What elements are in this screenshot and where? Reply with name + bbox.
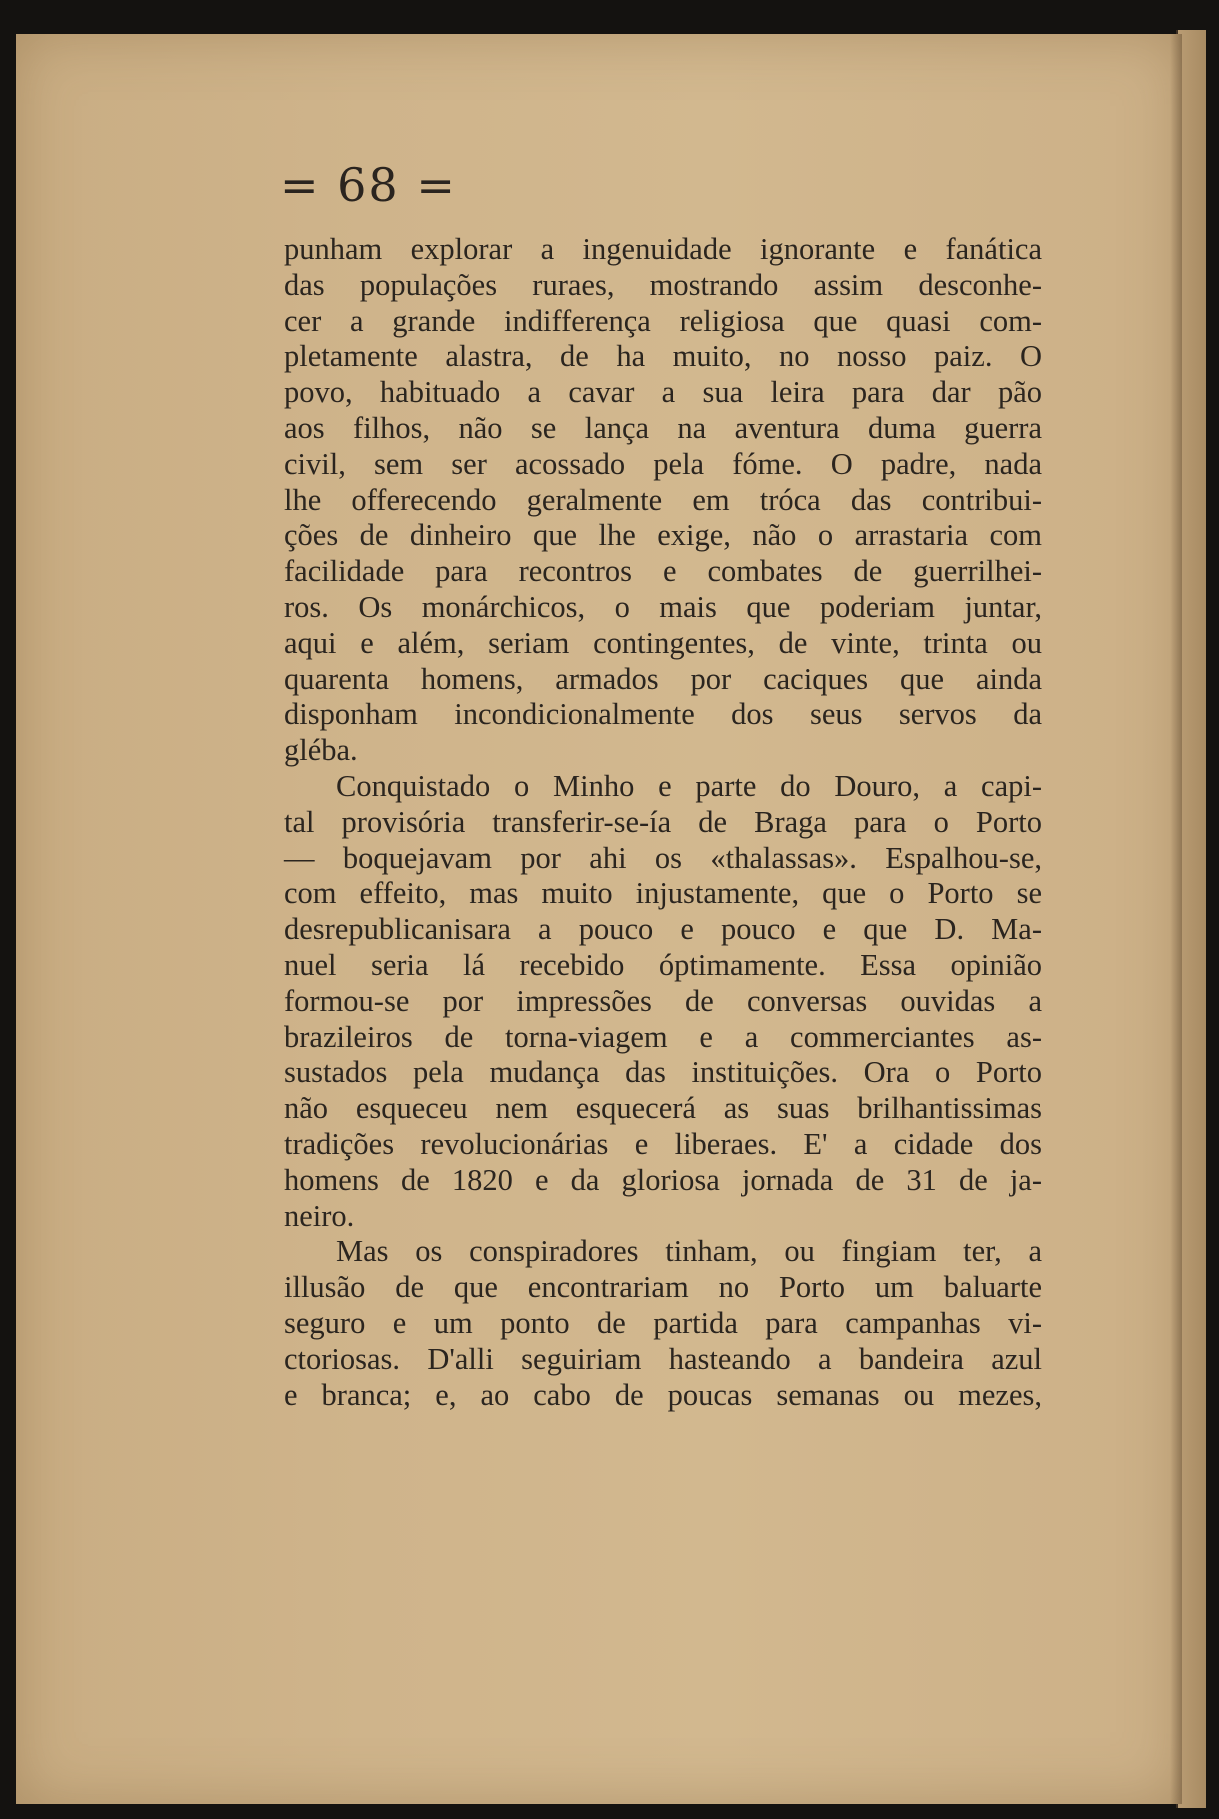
text-line: nuel seria lá recebido óptimamente. Essa opinião — [284, 947, 1042, 982]
text-line: facilidade para recontros e combates de guerrilhei- — [284, 554, 1042, 589]
text-line: das populações ruraes, mostrando assim desconhe- — [284, 267, 1042, 302]
text-line: desrepublicanisara a pouco e pouco e que D. Ma- — [284, 912, 1042, 947]
body-text — [284, 232, 1042, 1413]
text-line: povo, habituado a cavar a sua leira para dar pão — [284, 375, 1042, 410]
text-line: civil, sem ser acossado pela fóme. O padre, nada — [284, 446, 1042, 481]
text-line: aqui e além, seriam contingentes, de vinte, trinta ou — [284, 625, 1042, 660]
text-line: illusão de que encontrariam no Porto um baluarte — [284, 1270, 1042, 1305]
text-line: ros. Os monárchicos, o mais que poderiam juntar, — [284, 589, 1042, 624]
text-line: neiro. — [284, 1198, 355, 1233]
text-line: sustados pela mudança das instituições. Ora o Porto — [284, 1055, 1042, 1090]
text-line: Mas os conspiradores tinham, ou fingiam ter, a — [336, 1234, 1042, 1269]
text-line: ções de dinheiro que lhe exige, não o arrastaria com — [284, 518, 1042, 553]
text-line: seguro e um ponto de partida para campanhas vi- — [284, 1305, 1042, 1340]
text-line: aos filhos, não se lança na aventura duma guerra — [284, 410, 1042, 445]
text-line: cer a grande indifferença religiosa que quasi com- — [284, 303, 1042, 338]
text-line: punham explorar a ingenuidade ignorante e fanática — [284, 232, 1042, 266]
text-line: quarenta homens, armados por caciques que ainda — [284, 661, 1042, 696]
text-line: não esqueceu nem esquecerá as suas brilhantissimas — [284, 1091, 1042, 1126]
text-line: brazileiros de torna-viagem e a commerciantes as- — [284, 1019, 1042, 1054]
text-line: lhe offerecendo geralmente em tróca das contribui- — [284, 482, 1042, 517]
text-line: Conquistado o Minho e parte do Douro, a capi- — [336, 768, 1042, 803]
text-line: gléba. — [284, 733, 358, 768]
text-line: tradições revolucionárias e liberaes. E' a cidade dos — [284, 1126, 1042, 1161]
text-line: — boquejavam por ahi os «thalassas». Espalhou-se, — [284, 840, 1042, 875]
text-line: com effeito, mas muito injustamente, que o Porto se — [284, 876, 1042, 911]
text-line: e branca; e, ao cabo de poucas semanas ou mezes, — [284, 1377, 1042, 1412]
text-line: homens de 1820 e da gloriosa jornada de 31 de ja- — [284, 1162, 1042, 1197]
text-line: pletamente alastra, de ha muito, no nosso paiz. O — [284, 339, 1042, 374]
text-line: disponham incondicionalmente dos seus servos da — [284, 697, 1042, 732]
page-number: = 68 = — [280, 158, 457, 212]
text-line: ctoriosas. D'alli seguiriam hasteando a bandeira azul — [284, 1341, 1042, 1376]
text-line: formou-se por impressões de conversas ouvidas a — [284, 983, 1042, 1018]
page-shadow — [1170, 34, 1182, 1804]
text-line: tal provisória transferir-se-ía de Braga para o Porto — [284, 804, 1042, 839]
